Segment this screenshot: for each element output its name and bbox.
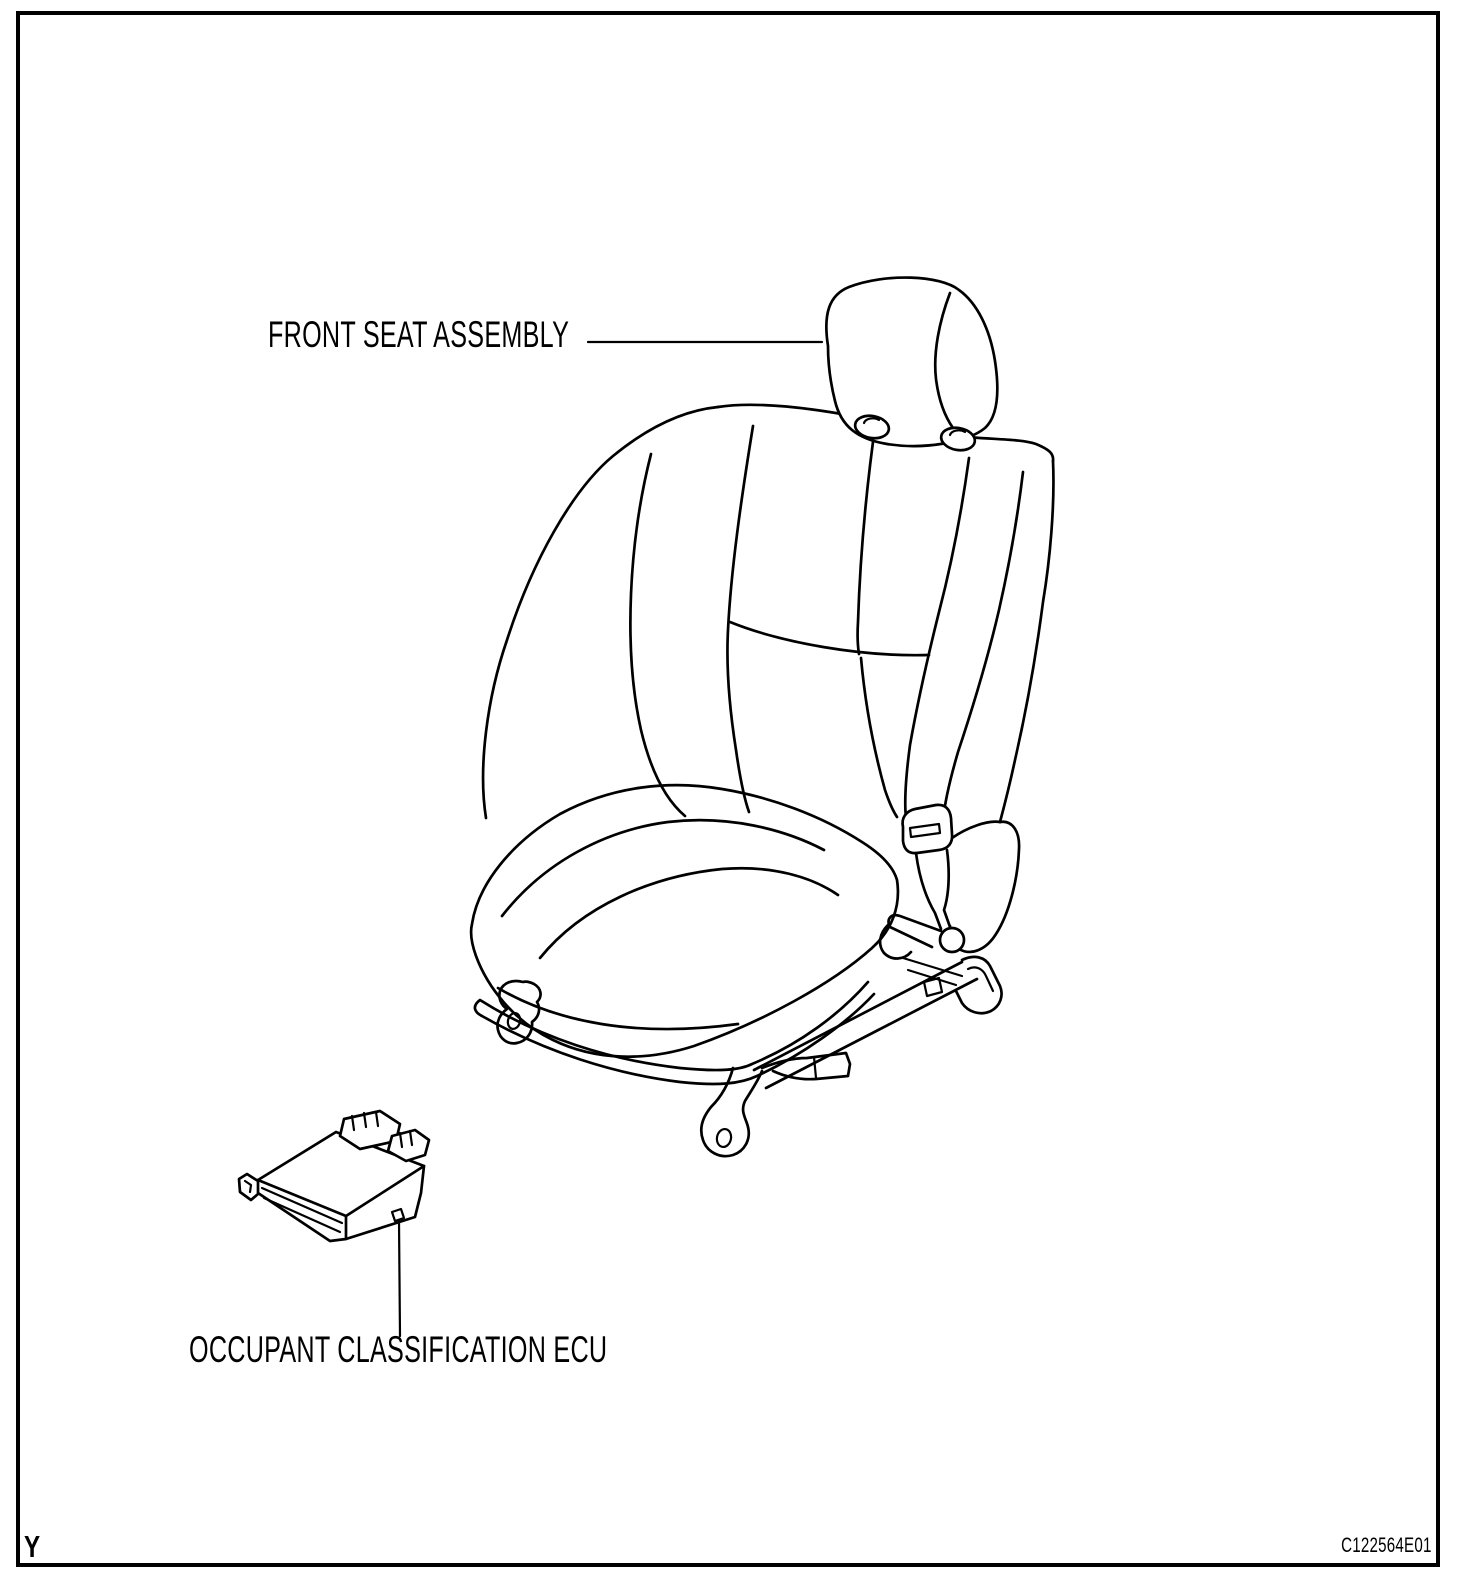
occupant-classification-ecu-label: [189, 1330, 804, 1371]
ecu-mounting-tab: [239, 1174, 258, 1200]
headrest: [826, 278, 997, 453]
occupant-classification-ecu-label-text: OCCUPANT CLASSIFICATION ECU: [189, 1329, 608, 1370]
seat-belt-buckle: [880, 805, 964, 985]
occupant-classification-ecu-drawing: [239, 1111, 429, 1241]
recliner-pivot: [940, 928, 964, 952]
ecu-leader-nub: [392, 1209, 404, 1221]
front-leg: [701, 1068, 762, 1156]
page-marker-text: Y: [24, 1529, 41, 1564]
front-seat-drawing: [471, 278, 1053, 1157]
front-seat-assembly-label-text: FRONT SEAT ASSEMBLY: [268, 314, 570, 355]
page-marker: [24, 1529, 45, 1565]
figure-code-text: C122564E01: [1341, 1534, 1432, 1557]
seat-base-frame: [475, 957, 1002, 1156]
leader-line-ecu: [399, 1221, 400, 1336]
figure-code: [1306, 1534, 1432, 1558]
front-seat-assembly-label: [268, 315, 711, 356]
